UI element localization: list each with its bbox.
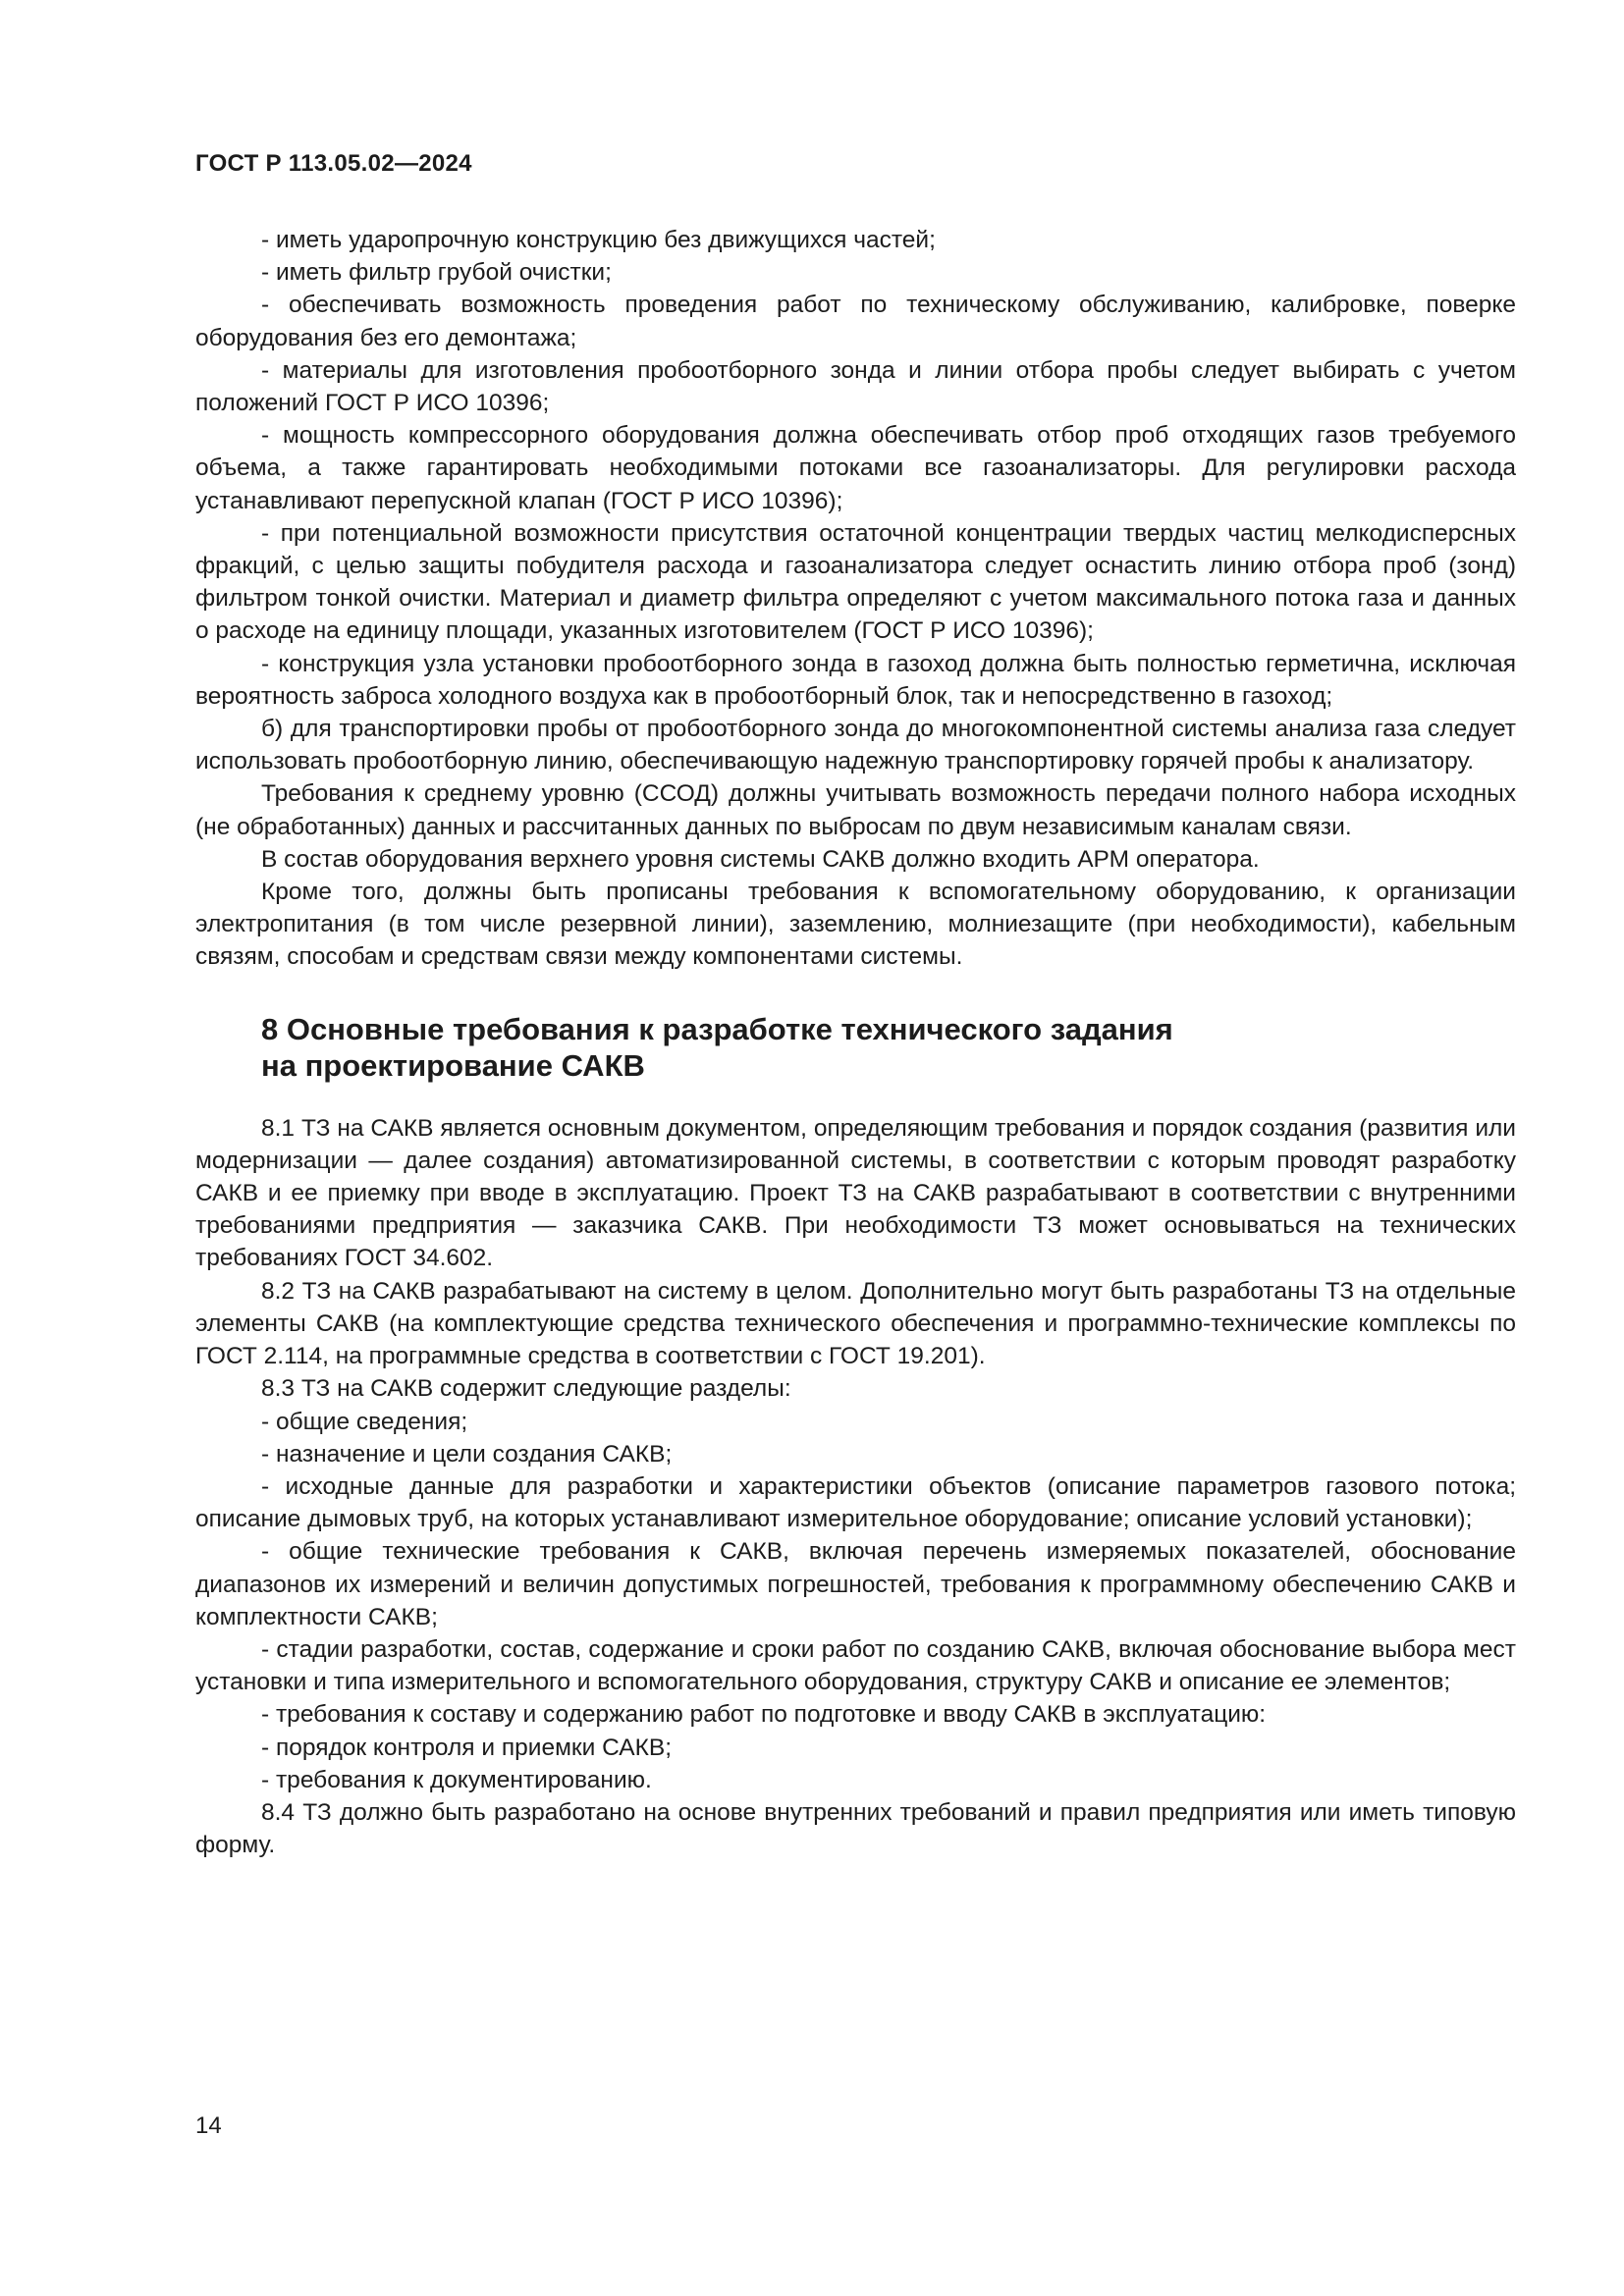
paragraph: 8.1 ТЗ на САКВ является основным документом, определяющим требования и порядок создания (развития или модернизации — далее создания) автоматизированной системы, в соответствии с которым проводят разработку САКВ и ее приемку при вводе в эксплуатацию. Проект ТЗ на САКВ разрабатывают в соответствии с внутренними требованиями предприятия — заказчика САКВ. При необходимости ТЗ может основываться на технических требованиях ГОСТ 34.602. [195,1114,1516,1272]
list-item: - иметь ударопрочную конструкцию без движущихся частей; [261,227,936,253]
page-number: 14 [195,2112,222,2139]
list-item: - обеспечивать возможность проведения работ по техническому обслуживанию, калибровке, поверке оборудования без его демонтажа; [195,292,1516,351]
paragraph: В состав оборудования верхнего уровня системы САКВ должно входить АРМ оператора. [261,845,1260,873]
list-item: - порядок контроля и приемки САКВ; [261,1734,673,1761]
section-heading-line: на проектирование САКВ [261,1047,645,1083]
list-item: - общие сведения; [261,1408,468,1435]
list-item: - общие технические требования к САКВ, включая перечень измеряемых показателей, обоснование диапазонов их измерений и величин допустимых погрешностей, требования к программному обеспечению САКВ и комплектности САКВ; [195,1538,1516,1630]
list-item: - при потенциальной возможности присутствия остаточной концентрации твердых частиц мелкодисперсных фракций, с целью защиты побудителя расхода и газоанализатора следует оснастить линию отбора проб (зонд) фильтром тонкой очистки. Материал и диаметр фильтра определяют с учетом максимального потока газа и данных о расходе на единицу площади, указанных изготовителем (ГОСТ Р ИСО 10396); [195,519,1516,645]
section-heading [195,1011,1516,1084]
list-item: - мощность компрессорного оборудования должна обеспечивать отбор проб отходящих газов требуемого объема, а также гарантировать необходимыми потоками все газоанализаторы. Для регулировки расхода устанавливают перепускной клапан (ГОСТ Р ИСО 10396); [195,422,1516,514]
list-item: - требования к документированию. [261,1766,652,1793]
list-item: - материалы для изготовления пробоотборного зонда и линии отбора пробы следует выбирать с учетом положений ГОСТ Р ИСО 10396; [195,356,1516,417]
list-item: - стадии разработки, состав, содержание и сроки работ по созданию САКВ, включая обоснование выбора мест установки и типа измерительного и вспомогательного оборудования, структуру САКВ и описание ее элементов; [195,1635,1516,1696]
document-code-header: ГОСТ Р 113.05.02—2024 [195,150,472,177]
paragraph: Кроме того, должны быть прописаны требования к вспомогательному оборудованию, к организации электропитания (в том числе резервной линии), заземлению, молниезащите (при необходимости), кабельным связям, способам и средствам связи между компонентами системы. [195,879,1516,971]
list-item: - иметь фильтр грубой очистки; [261,259,612,287]
paragraph: 8.3 ТЗ на САКВ содержит следующие разделы: [261,1375,791,1403]
paragraph: Требования к среднему уровню (ССОД) должны учитывать возможность передачи полного набора исходных (не обработанных) данных и рассчитанных данных по выбросам по двум независимым каналам связи. [195,780,1516,840]
list-item: - конструкция узла установки пробоотборного зонда в газоход должна быть полностью герметична, исключая вероятность заброса холодного воздуха как в пробоотборный блок, так и непосредственно в газоход; [195,650,1516,710]
list-item: - требования к составу и содержанию работ по подготовке и вводу САКВ в эксплуатацию: [261,1701,1267,1729]
document-body [195,224,1516,1861]
paragraph: 8.2 ТЗ на САКВ разрабатывают на систему в целом. Дополнительно могут быть разработаны ТЗ на отдельные элементы САКВ (на комплектующие средства технического обеспечения и программно-технические комплексы по ГОСТ 2.114, на программные средства в соответствии с ГОСТ 19.201). [195,1277,1516,1370]
list-item: - исходные данные для разработки и характеристики объектов (описание параметров газового потока; описание дымовых труб, на которых устанавливают измерительное оборудование; описание условий установки); [195,1472,1516,1533]
list-item: - назначение и цели создания САКВ; [261,1440,673,1468]
paragraph: 8.4 ТЗ должно быть разработано на основе внутренних требований и правил предприятия или иметь типовую форму. [195,1798,1516,1859]
paragraph: б) для транспортировки пробы от пробоотборного зонда до многокомпонентной системы анализа газа следует использовать пробоотборную линию, обеспечивающую надежную транспортировку горячей пробы к анализатору. [195,716,1516,775]
section-heading-line: 8 Основные требования к разработке технического задания [261,1011,1173,1046]
